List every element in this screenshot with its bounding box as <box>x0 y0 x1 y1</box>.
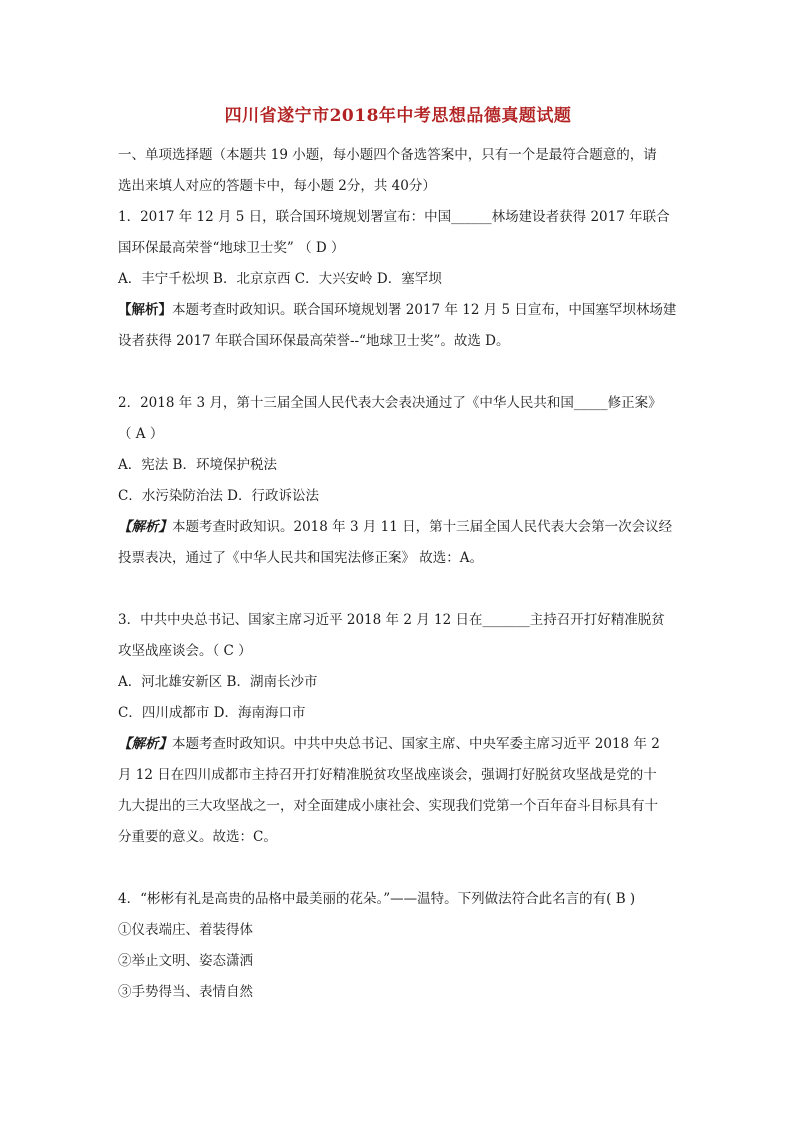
question-1 <box>118 202 678 357</box>
section-heading-line-1: 一、单项选择题（本题共 19 小题，每小题四个备选答案中，只有一个是最符合题意的，请 <box>118 147 657 163</box>
analysis-line: 九大提出的三大攻坚战之一，对全面建成小康社会、实现我们党第一个百年奋斗目标具有十 <box>118 798 658 814</box>
question-stem: 4．“彬彬有礼是高贵的品格中最美丽的花朵。”——温特。下列做法符合此名言的有( B ) <box>118 891 636 907</box>
question-2 <box>118 388 678 574</box>
analysis-text: 本题考查时政知识。中共中央总书记、国家主席、中央军委主席习近平 2018 年 2 <box>172 736 660 752</box>
document-title: 四川省遂宁市2018年中考思想品德真题试题 <box>224 106 572 126</box>
analysis-line: 设者获得 2017 年联合国环保最高荣誉--“地球卫士奖”。故选 D。 <box>118 333 510 349</box>
document-page <box>118 104 678 1008</box>
analysis-text: 本题考查时政知识。2018 年 3 月 11 日，第十三届全国人民代表大会第一次会议经 <box>172 519 673 535</box>
analysis-line <box>118 729 678 760</box>
analysis-line: 分重要的意义。故选：C。 <box>118 829 277 845</box>
section-heading-line-2: 选出来填人对应的答题卡中，每小题 2分，共 40分） <box>118 178 436 194</box>
question-options: C．水污染防治法 D．行政诉讼法 <box>118 488 319 504</box>
question-stem: 国环保最高荣誉“地球卫士奖” （ D ） <box>118 240 345 256</box>
question-options: A．宪法 B．环境保护税法 <box>118 457 277 473</box>
question-4 <box>118 884 678 1008</box>
question-stem: （ A ） <box>118 426 164 442</box>
question-stem: 3．中共中央总书记、国家主席习近平 2018 年 2 月 12 日在_______主持召开打好精准脱贫 <box>118 612 665 628</box>
spacer <box>118 357 678 388</box>
question-stem: 1．2017 年 12 月 5 日，联合国环境规划署宣布：中国______林场建设者获得 2017 年联合 <box>118 209 670 225</box>
question-stem: 2．2018 年 3 月，第十三届全国人民代表大会表决通过了《中华人民共和国_____修正案》 <box>118 395 662 411</box>
spacer <box>118 574 678 605</box>
analysis-text: 本题考查时政知识。联合国环境规划署 2017 年 12 月 5 日宣布，中国塞罕坝林场建 <box>172 302 677 318</box>
analysis-label: 【解析】 <box>118 519 172 535</box>
question-stem: 攻坚战座谈会。（ C ） <box>118 643 252 659</box>
question-3 <box>118 605 678 853</box>
analysis-line: 月 12 日在四川成都市主持召开打好精准脱贫攻坚战座谈会，强调打好脱贫攻坚战是党的十 <box>118 767 657 783</box>
analysis-line <box>118 512 678 543</box>
analysis-line <box>118 295 678 326</box>
question-options: A．河北雄安新区 B．湖南长沙市 <box>118 674 318 690</box>
analysis-label: 【解析】 <box>118 736 172 752</box>
analysis-label: 【解析】 <box>118 302 172 318</box>
question-options: ②举止文明、姿态潇洒 <box>118 953 253 969</box>
question-options: C．四川成都市 D．海南海口市 <box>118 705 306 721</box>
question-options: ①仪表端庄、着装得体 <box>118 922 253 938</box>
spacer <box>118 853 678 884</box>
question-options: ③手势得当、表情自然 <box>118 984 253 1000</box>
analysis-line: 投票表决，通过了《中华人民共和国宪法修正案》 故选：A。 <box>118 550 484 566</box>
question-options: A．丰宁千松坝 B．北京京西 C．大兴安岭 D．塞罕坝 <box>118 271 442 287</box>
